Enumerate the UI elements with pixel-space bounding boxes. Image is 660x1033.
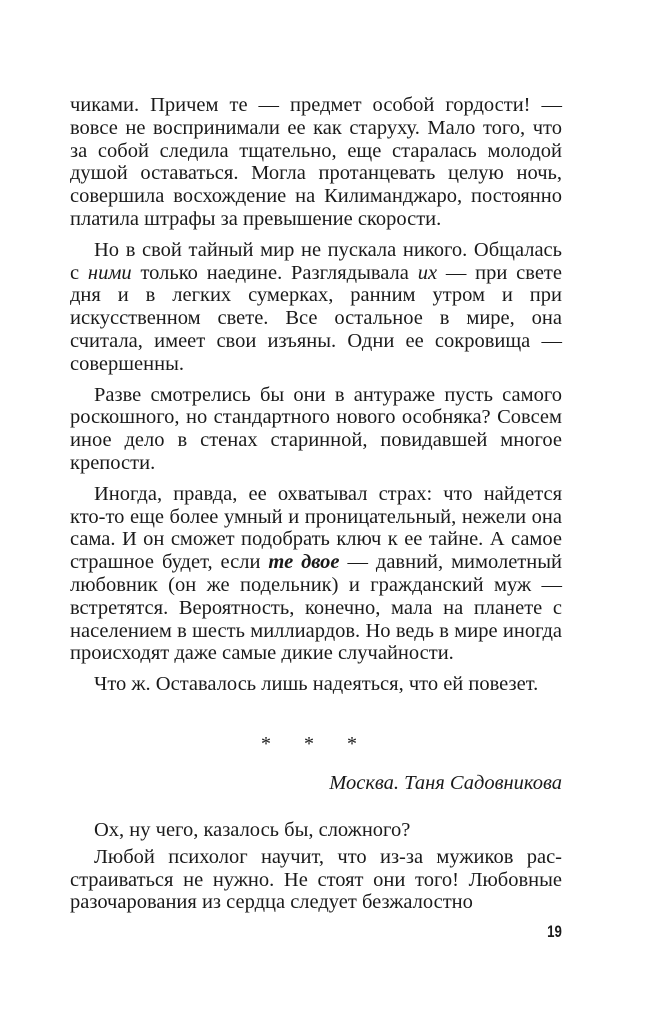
paragraph-4 xyxy=(70,483,562,665)
section-heading: Москва. Таня Садовникова xyxy=(329,772,562,794)
paragraph-2-emph-ikh: их xyxy=(417,261,438,284)
paragraph-4-emph-te-dvoe: те двое xyxy=(268,551,340,574)
paragraph-2-part-c: только наедине. Разглядывала xyxy=(131,261,418,284)
paragraph-2-emph-nimi: ними xyxy=(87,261,132,284)
section-2-body xyxy=(70,819,562,914)
section-2-paragraph-1: Ох, ну чего, казалось бы, сложного? xyxy=(94,819,411,841)
paragraph-4-part-a: Иногда, правда, ее охватывал страх: что найдется кто-то еще более умный и проницательный, нежели она сама. И он сможет подобрать ключ к ее тайне. А самое страшное будет, если xyxy=(70,482,562,574)
paragraph-5: Что ж. Оставалось лишь надеяться, что ей повезет. xyxy=(94,673,539,696)
paragraph-2-part-e: — при свете дня и в легких сумерках, ранним утром и при искусственном свете. Все остальное в мире, она считала, имеет свои изъяны. Одни ее сокровища — совершенны. xyxy=(70,261,562,375)
paragraph-4-part-c: — давний, мимолетный любовник (он же подельник) и гражданский муж — встретятся. Вероятность, конечно, мала на планете с населением в шесть миллиардов. Но ведь в мире иногда происходят даже самые дикие случайности. xyxy=(70,551,562,665)
paragraph-2-part-a: Но в свой тайный мир не пускала никого. Общалась с xyxy=(70,238,562,284)
text-body xyxy=(70,94,562,696)
page-number: 19 xyxy=(547,922,562,941)
paragraph-3: Разве смотрелись бы они в антураже пусть самого роскошного, но стандартного нового особняка? Совсем иное дело в стенах старинной, повидавшей многое крепости. xyxy=(70,383,562,474)
paragraph-2 xyxy=(70,239,562,376)
section-2-paragraph-2: Любой психолог научит, что из-за мужиков расстраиваться не нужно. Не стоят они того! Любовные разочарования из сердца следует безжалостно xyxy=(70,845,562,914)
section-separator: * * * xyxy=(261,733,371,755)
paragraph-1: чиками. Причем те — предмет особой гордости! — вовсе не воспринимали ее как старуху. Мало того, что за собой следила тщательно, еще старалась молодой душой оставаться. Могла протанцевать целую ночь, совершила восхождение на Килиманджаро, постоянно платила штрафы за превышение скорости. xyxy=(70,94,562,230)
